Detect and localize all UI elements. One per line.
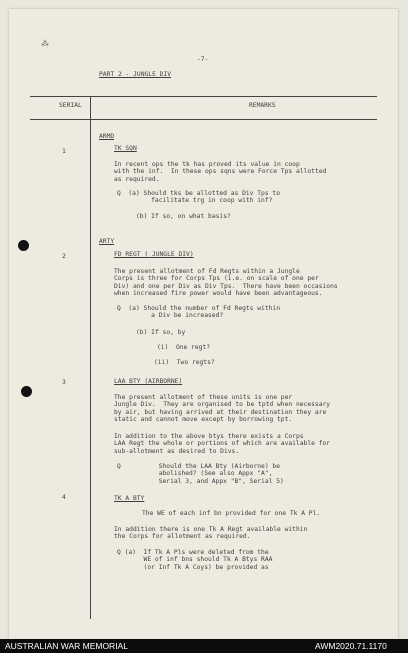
question: (b) If so, on what basis? [136, 213, 231, 220]
table-top-rule [30, 96, 377, 97]
paragraph: In recent ops the tk has proved its value in coop with the inf. In these ops sqns were Force Tps allotted as required. [114, 161, 327, 183]
column-divider [90, 96, 91, 619]
question: (b) If so, by [136, 329, 186, 336]
table-header-rule [30, 119, 377, 120]
document-page [9, 9, 398, 639]
serial-number: 3 [62, 379, 66, 386]
section-heading: LAA BTY (AIRBORNE) [114, 378, 183, 385]
column-header-remarks: REMARKS [249, 102, 276, 109]
question: Q (a) If Tk A Pls were deleted from the WE of inf bns should Tk A Btys RAA (or Inf Tk A Coys) be provided as [117, 549, 273, 571]
punch-hole [18, 240, 29, 251]
paragraph: In addition there is one Tk A Regt available within the Corps for allotment as required. [114, 526, 308, 541]
paragraph: The present allotment of Fd Regts within a Jungle Corps is three for Corps Tps (i.e. on scale of one per Div) and one per Div as Div Tps. There have been occasions when increased fire power would have been advantageous. [114, 268, 338, 298]
part-title: PART 2 - JUNGLE DIV [99, 71, 172, 78]
page-number: -7- [197, 56, 209, 63]
question: Q Should the LAA Bty (Airborne) be abolished? (See also Appx "A", Serial 3, and Appx "B", Serial 5) [117, 463, 284, 485]
footer-institution: AUSTRALIAN WAR MEMORIAL [5, 641, 128, 651]
paragraph: The WE of each inf bn provided for one Tk A Pl. [142, 510, 321, 517]
section-subheading: TK SQN [114, 145, 137, 152]
question-option: (ii) Two regts? [154, 359, 215, 366]
paragraph: The present allotment of these units is one per Jungle Div. They are organised to be tptd when necessary by air, but having arrived at their destination they are static and cannot move except by borrowing tpt. [114, 394, 331, 424]
paragraph: In addition to the above btys there exists a Corps LAA Regt the whole or portions of which are available for sub-allotment as desired to Divs. [114, 433, 331, 455]
archive-footer [0, 639, 408, 653]
section-heading: ARTY [99, 238, 115, 245]
punch-hole [21, 386, 32, 397]
section-heading: TK A BTY [114, 495, 145, 502]
question: Q (a) Should the number of Fd Regts within a Div be increased? [117, 305, 281, 320]
ink-mark: ⁂ [41, 39, 49, 48]
question: Q (a) Should tks be allotted as Div Tps to facilitate trg in coop with inf? [117, 190, 281, 205]
serial-number: 4 [62, 494, 66, 501]
section-subheading: FD REGT ( JUNGLE DIV) [114, 251, 194, 258]
serial-number: 1 [62, 148, 66, 155]
footer-accession-number: AWM2020.71.1170 [315, 641, 387, 651]
serial-number: 2 [62, 253, 66, 260]
question-option: (i) One regt? [157, 344, 211, 351]
column-header-serial: SERIAL [59, 102, 82, 109]
section-heading: ARMD [99, 133, 115, 140]
